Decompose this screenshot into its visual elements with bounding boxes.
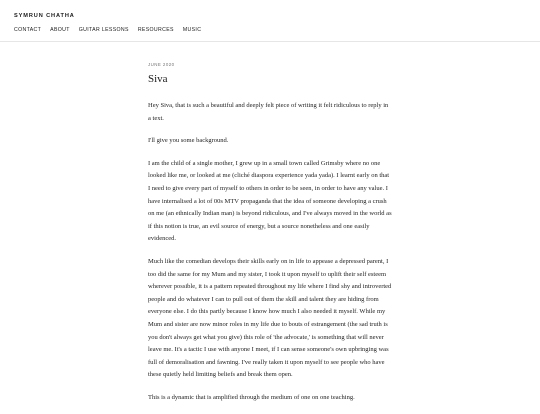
main-nav [14,27,201,33]
post-title: Siva [148,73,168,85]
post-article [148,62,392,414]
post-paragraph: I am the child of a single mother, I grew up in a small town called Grimsby where no one looked like me, or looked at me (cliché diaspora experience yada yada). I learnt early on that I need to give every part of myself to others in order to be seen, in order to have any value. I have internalised a lot of 00s MTV propaganda that the idea of someone developing a crush on me (an ethnically Indian man) is beyond ridiculous, and I've always moved in the world as if this notion is true, an evil source of energy, but a source nonetheless and one easily evidenced. [148,159,392,243]
nav-item-contact[interactable]: CONTACT [14,27,42,33]
post-paragraph: Hey Siva, that is such a beautiful and deeply felt piece of writing it felt ridiculous to reply in a text. [148,102,389,122]
post-paragraph: I'll give you some background. [148,137,229,145]
post-body [148,100,392,404]
post-paragraph: This is a dynamic that is amplified through the medium of one on one teaching. [148,393,355,401]
post-date: JUNE 2020 [148,62,175,67]
nav-item-guitar-lessons[interactable]: GUITAR LESSONS [78,27,129,33]
site-title[interactable]: SYMRUN CHATHA [14,13,75,19]
nav-item-resources[interactable]: RESOURCES [137,27,174,33]
nav-item-music[interactable]: MUSIC [182,27,202,33]
nav-item-about[interactable]: ABOUT [50,27,70,33]
site-header [0,0,540,42]
post-paragraph: Much like the comedian develops their skills early on in life to appease a depressed parent, I too did the same for my Mum and my sister, I took it upon myself to uplift their self esteem wherever possible, it is a pattern repeated throughout my life where I find shy and introverted people and do whatever I can to pull out of them the skill and talent they are hiding from everyone else. I do this partly because I know how much I also needed it myself. While my Mum and sister are now minor roles in my life due to bouts of estrangement (the sad truth is you don't always get what you give) this role of 'the advocate,' is something that will never leave me. It's a tactic I use with anyone I meet, if I can sense someone's own upbringing was full of demoralisation and fawning. I've really taken it upon myself to see people who have these quietly held limiting beliefs and break them open. [148,257,392,379]
